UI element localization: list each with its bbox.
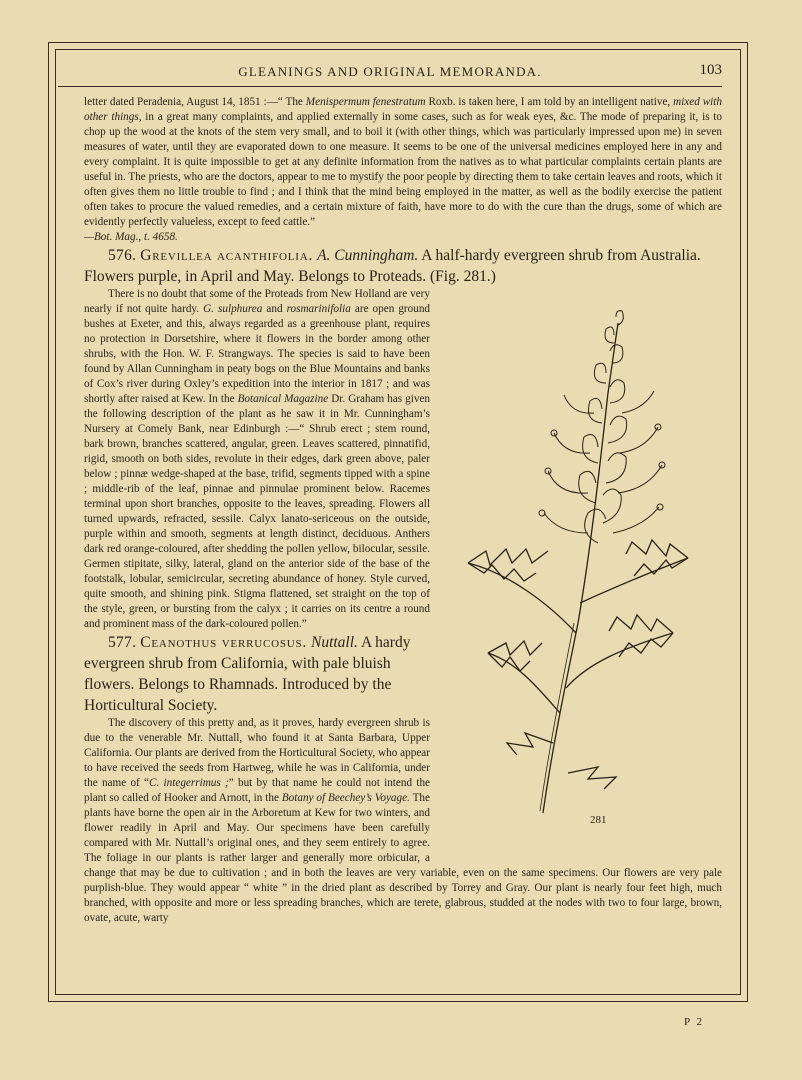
entry-577-number: 577. (108, 634, 137, 651)
figure-caption: 281 (590, 814, 607, 826)
entry-576-text-3: are open ground bushes at Exeter, and this, always regarded as a greenhouse plant, requires no protection in Dorsetshire, where it flowers in the border among other shrubs, with the Hon. W. F. Strangways. The species is said to have been found by Allan Cunningham in peaty bogs on the Blue Mountains and banks of Cox’s river during Oxley’s expedition into the interior in 1817 ; and was shortly after raised at Kew. In the (84, 303, 431, 405)
signature-mark: P 2 (684, 1016, 704, 1028)
intro-paragraph (84, 95, 722, 230)
entry-576-genus: Grevillea acanthifolia. (140, 247, 314, 264)
entry-576-italic-2: rosmarinifolia (286, 303, 351, 315)
entry-577-italic-2: Botany of Beechey’s Voyage. (281, 792, 410, 804)
page-number: 103 (699, 62, 722, 78)
entry-576-text-1: There is no doubt that some of the Proteads from New Holland are very nearly if not quite hardy. (84, 288, 430, 315)
intro-attribution (84, 230, 722, 245)
entry-577-italic-1: C. integerrimus ; (149, 777, 229, 789)
entry-576-author: A. Cunningham. (317, 247, 419, 264)
intro-italic-2: mixed with other things, (84, 96, 722, 123)
entry-577-genus: Ceanothus verrucosus. (140, 634, 308, 651)
entry-576-summary: A half-hardy evergreen shrub from Australia. Flowers purple, in April and May. Belongs to Proteads. (Fig. 281.) (84, 247, 701, 285)
footer-rule (58, 1001, 738, 1002)
entry-577-text-1: The discovery of this pretty and, as it proves, hardy evergreen shrub is due to the venerable Mr. Nuttall, who found it at Santa Barbara, Upper California. Our plants are derived from the Horticultural Society, who appear to have received the seeds from Hartweg, while he was in California, under the name of “ (84, 717, 430, 789)
page-header (58, 62, 722, 82)
page-body (84, 95, 722, 926)
entry-576-italic-1: G. sulphurea (203, 303, 263, 315)
intro-text-3: in a great many complaints, and applied externally in some cases, such as for weak eyes, &c. The mode of preparing it, is to chop up the wood at the knots of the stem very small, and to boil it (with other things, which was particularly impressed upon me) in seven measures of water, until they are evaporated down to one measure. It seems to be one of the universal medicines employed here in any and every complaint. It is quite impossible to get at any definite information from the natives as to what particular complaints certain plants are useful in. The priests, who are the doctors, appear to me to mystify the poor people by directing them to take certain leaves and roots, which it often gives them no little trouble to find ; and I think that the mind being employed in the matter, as well as the bodily exercise the patient often takes to procure the valued remedies, and a certain mixture of faith, have more to do with the cure than the drugs, some of which are evidently perfectly valueless, except to feed cattle.” (84, 111, 723, 228)
running-head: GLEANINGS AND ORIGINAL MEMORANDA. (238, 64, 542, 79)
entry-576-heading (84, 245, 722, 287)
entry-576-number: 576. (108, 247, 137, 264)
entry-576-text-2: and (266, 303, 283, 315)
entry-576-text-4: Dr. Graham has given the following description of the plant as he saw it in Mr. Cunningham’s Nursery at Comely Bank, near Edinburgh :—“ Shrub erect ; stem round, bark brown, branches scattered, angular, green. Leaves scattered, pinnatifid, rigid, smooth on both sides, revolute in their edges, dark green above, paler below ; pinnæ wedge-shaped at the base, trifid, segments tipped with a spine ; middle-rib of the leaf, pinnae and pinnulae prominent below. Racemes terminal upon short branches, opposite to the leaves, spreading. Flowers all turned upwards, refracted, sessile. Calyx lanato-sericeous on the outside, purple within and smooth, segments at length distinct, deciduous. Anthers dark red orange-coloured, after shedding the pollen yellow, bilocular, sessile. Germen stipitate, silky, lateral, gland on the anterior side of the base of the footstalk, lobular, semicircular, secreting abundance of honey. Style curved, quite smooth, and shining pink. Stigma flattened, set straight on the top of the style, green, or bursting from the calyx ; it carries on its centre a round and prominent mass of the dark-coloured pollen.” (84, 393, 431, 630)
entry-577-text-2: ” but by that name he could not intend the plant so called of Hooker and Arnott, in the (84, 777, 430, 804)
entry-576-italic-3: Botanical Magazine (237, 393, 329, 405)
entry-577-text-3: The plants have borne the open air in the Arboretum at Kew for two winters, and flower readily in April and May. Our specimens have been carefully compared with Mr. Nuttall’s original ones, and they seem entirely to agree. The foliage in our plants is rather larger and generally more orbicular, a change that may be due to cultivation ; and in both the leaves are very variable, even on the same specimens. Our flowers are very pale purplish-blue. They would appear “ white ” in the dried plant as described by Torrey and Gray. Our plant is nearly four feet high, much branched, with opposite and more or less spreading branches, which are terete, glabrous, studded at the nodes with two to four large, brown, ovate, acute, warty (84, 792, 722, 924)
grevillea-engraving-icon (448, 303, 718, 823)
intro-text-2: Roxb. is taken here, I am told by an intelligent native, (428, 96, 671, 108)
figure-281 (442, 291, 722, 865)
intro-italic-1: Menispermum fenestratum (305, 96, 426, 108)
entry-577-author: Nuttall. (310, 634, 358, 651)
intro-text-1: letter dated Peradenia, August 14, 1851 :—“ The (84, 96, 303, 108)
entry-577-summary: A hardy evergreen shrub from California, with pale bluish flowers. Belongs to Rhamnads. Introduced by the Horticultural Society. (84, 634, 411, 714)
header-rule (58, 86, 722, 87)
attribution-text: —Bot. Mag., t. 4658. (84, 231, 178, 243)
